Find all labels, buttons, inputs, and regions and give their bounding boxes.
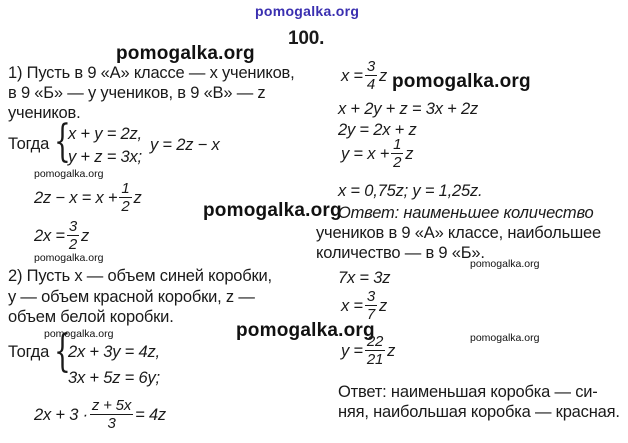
p1-line-2: в 9 «Б» — y учеников, в 9 «В» — z [8,84,266,102]
numerator: 3 [68,218,78,235]
equation-r3: 2y = 2x + z [338,121,417,139]
eq-b-left: 2x = [34,226,65,245]
answer-1-line-2: учеников в 9 «А» классе, наибольшее [316,224,601,242]
denominator: 2 [121,198,130,215]
eq-b-right: z [81,226,90,245]
watermark-small: pomogalka.org [470,332,540,344]
watermark-big: pomogalka.org [392,71,531,92]
numerator: 3 [366,288,376,305]
answer-1-text: Ответ: наименьшее количество [338,204,594,222]
eq-c-right: = 4z [135,405,166,424]
numerator: 3 [366,58,376,75]
p2-line-3: объем белой коробки. [8,308,174,326]
numerator: 22 [366,333,384,350]
fraction [67,218,79,253]
answer-1-line-1 [338,203,601,223]
system1-eq1: x + y = 2z, [68,125,142,143]
watermark-small: pomogalka.org [34,168,104,180]
eq-r4-left: y = x + [341,144,390,163]
eq-r7-left: x = [341,296,363,315]
eq-r1-left: x = [341,66,363,85]
answer-1-line-3: количество — в 9 «Б». [316,244,485,262]
numerator: 1 [121,180,130,197]
system2-eq2: 3x + 5z = 6y; [68,369,160,387]
watermark-big: pomogalka.org [116,43,255,64]
answer-2-line-2: няя, наибольшая коробка — красная. [338,403,620,421]
watermark-small: pomogalka.org [34,252,104,264]
eq-r1-right: z [379,66,388,85]
equation-a [34,180,142,215]
denominator: 2 [393,154,402,171]
eq-r7-right: z [379,296,388,315]
fraction [90,397,133,432]
system-brace: { [54,326,71,377]
equation-r8 [341,333,395,368]
equation-r2: x + 2y + z = 3x + 2z [338,100,478,118]
denominator: 7 [366,306,376,323]
eq-r8-left: y = [341,341,363,360]
eq-a-left: 2z − x = x + [34,188,118,207]
denominator: 21 [366,351,384,368]
togda-label: Тогда [8,343,50,361]
togda-label: Тогда [8,135,50,153]
denominator: 3 [107,415,116,432]
eq-r8-right: z [387,341,396,360]
fraction [119,180,131,215]
denominator: 2 [68,236,78,253]
p2-line-1: 2) Пусть x — объем синей коробки, [8,267,272,285]
eq-c-left: 2x + 3 · [34,405,88,424]
system1-result: y = 2z − x [150,136,220,154]
system-brace: { [54,116,71,167]
system2-eq1: 2x + 3y = 4z, [68,343,160,361]
numerator: 1 [393,136,402,153]
denominator: 4 [366,76,376,93]
p1-line-1: 1) Пусть в 9 «А» классе — x учеников, [8,64,295,82]
equation-r7 [341,288,387,323]
eq-a-right: z [133,188,142,207]
equation-c [34,397,166,432]
watermark-big: pomogalka.org [203,200,342,221]
fraction [365,333,385,368]
p2-line-2: y — объем красной коробки, z — [8,288,255,306]
numerator: z + 5x [91,397,132,414]
equation-b [34,218,89,253]
watermark-top: pomogalka.org [255,3,360,19]
answer-2-line-1: Ответ: наименьшая коробка — си- [338,383,598,401]
fraction [365,58,377,93]
fraction [365,288,377,323]
equation-r6: 7x = 3z [338,269,391,287]
watermark-big: pomogalka.org [236,320,375,341]
watermark-small: pomogalka.org [44,328,114,340]
fraction [391,136,403,171]
problem-number: 100. [288,28,325,49]
eq-r4-right: z [405,144,414,163]
system1-eq2: y + z = 3x; [68,148,142,166]
equation-r4 [341,136,413,171]
equation-r1 [341,58,387,93]
p1-line-3: учеников. [8,104,81,122]
watermark-small: pomogalka.org [470,258,540,270]
equation-r5: x = 0,75z; y = 1,25z. [338,182,483,200]
